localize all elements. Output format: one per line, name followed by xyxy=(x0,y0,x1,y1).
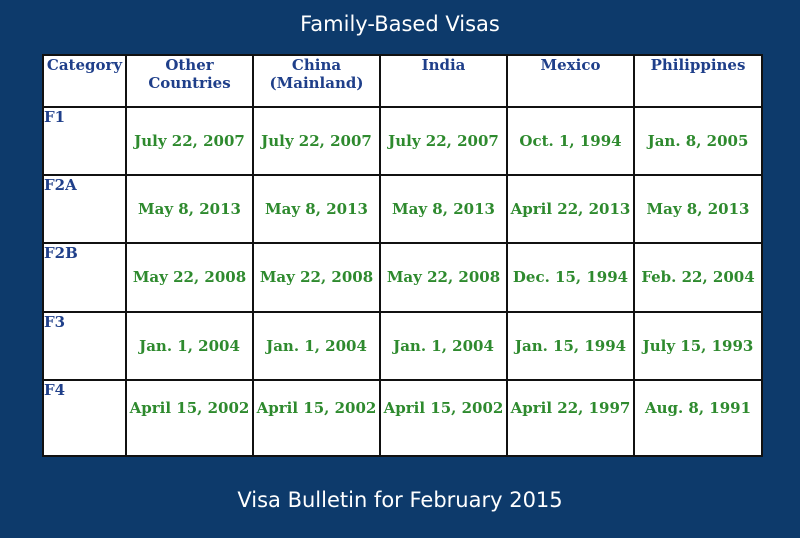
cell-value: May 8, 2013 xyxy=(138,200,241,219)
cell-value: May 8, 2013 xyxy=(646,200,750,219)
cell-value: May 8, 2013 xyxy=(392,200,495,219)
table-cell xyxy=(126,380,253,456)
table-cell xyxy=(634,312,762,380)
cell-value: July 15, 1993 xyxy=(642,336,754,355)
visa-table xyxy=(42,54,763,457)
cell-value: Jan. 15, 1994 xyxy=(514,336,627,355)
table-cell xyxy=(253,312,380,380)
table-cell xyxy=(634,380,762,456)
table-cell xyxy=(126,175,253,243)
table-cell xyxy=(126,243,253,311)
cell-value: April 22, 1997 xyxy=(510,398,631,417)
table-cell xyxy=(507,243,634,311)
table-cell xyxy=(634,175,762,243)
category-header: Category xyxy=(43,55,126,107)
row-category: F2B xyxy=(43,243,126,311)
table-cell xyxy=(507,312,634,380)
cell-value: Jan. 1, 2004 xyxy=(139,336,240,355)
column-header-china xyxy=(253,55,380,107)
cell-value: May 22, 2008 xyxy=(132,268,247,287)
cell-value: Aug. 8, 1991 xyxy=(644,398,752,417)
cell-value: Dec. 15, 1994 xyxy=(512,268,629,287)
cell-value: Jan. 1, 2004 xyxy=(393,336,494,355)
cell-value: April 22, 2013 xyxy=(510,200,631,219)
column-header-other-countries xyxy=(126,55,253,107)
cell-value: May 22, 2008 xyxy=(259,268,374,287)
table-cell xyxy=(507,380,634,456)
row-category: F2A xyxy=(43,175,126,243)
table-cell xyxy=(380,107,507,175)
table-cell xyxy=(380,312,507,380)
cell-value: May 8, 2013 xyxy=(265,200,368,219)
table-cell xyxy=(253,107,380,175)
table-cell xyxy=(253,175,380,243)
table-cell xyxy=(380,175,507,243)
column-header-philippines xyxy=(634,55,762,107)
column-header-label: Other Countries xyxy=(148,56,231,92)
cell-value: April 15, 2002 xyxy=(129,398,250,417)
row-category: F4 xyxy=(43,380,126,456)
cell-value: Jan. 8, 2005 xyxy=(647,132,749,151)
table-cell xyxy=(126,312,253,380)
column-header-label: China (Mainland) xyxy=(269,56,364,92)
cell-value: May 22, 2008 xyxy=(386,268,501,287)
row-category: F1 xyxy=(43,107,126,175)
cell-value: July 22, 2007 xyxy=(134,132,245,151)
cell-value: Jan. 1, 2004 xyxy=(266,336,367,355)
cell-value: July 22, 2007 xyxy=(388,132,499,151)
cell-value: Oct. 1, 1994 xyxy=(519,132,622,151)
column-header-mexico xyxy=(507,55,634,107)
cell-value: July 22, 2007 xyxy=(261,132,372,151)
table-cell xyxy=(507,107,634,175)
row-category: F3 xyxy=(43,312,126,380)
table-cell xyxy=(253,380,380,456)
cell-value: April 15, 2002 xyxy=(256,398,377,417)
table-row xyxy=(43,243,762,311)
page-title: Family-Based Visas xyxy=(300,12,500,36)
column-header-label: India xyxy=(421,56,466,74)
cell-value: April 15, 2002 xyxy=(383,398,504,417)
column-header-label: Philippines xyxy=(650,56,746,74)
table-cell xyxy=(380,243,507,311)
table-cell xyxy=(507,175,634,243)
table-cell xyxy=(634,243,762,311)
table-row xyxy=(43,312,762,380)
table-row xyxy=(43,380,762,456)
table-cell xyxy=(380,380,507,456)
footer-caption: Visa Bulletin for February 2015 xyxy=(237,488,563,512)
cell-value: Feb. 22, 2004 xyxy=(641,268,755,287)
column-header-label: Mexico xyxy=(540,56,601,74)
column-header-india xyxy=(380,55,507,107)
table-row xyxy=(43,107,762,175)
table-cell xyxy=(253,243,380,311)
table-cell xyxy=(126,107,253,175)
table-row xyxy=(43,175,762,243)
header-row xyxy=(43,55,762,107)
table-cell xyxy=(634,107,762,175)
